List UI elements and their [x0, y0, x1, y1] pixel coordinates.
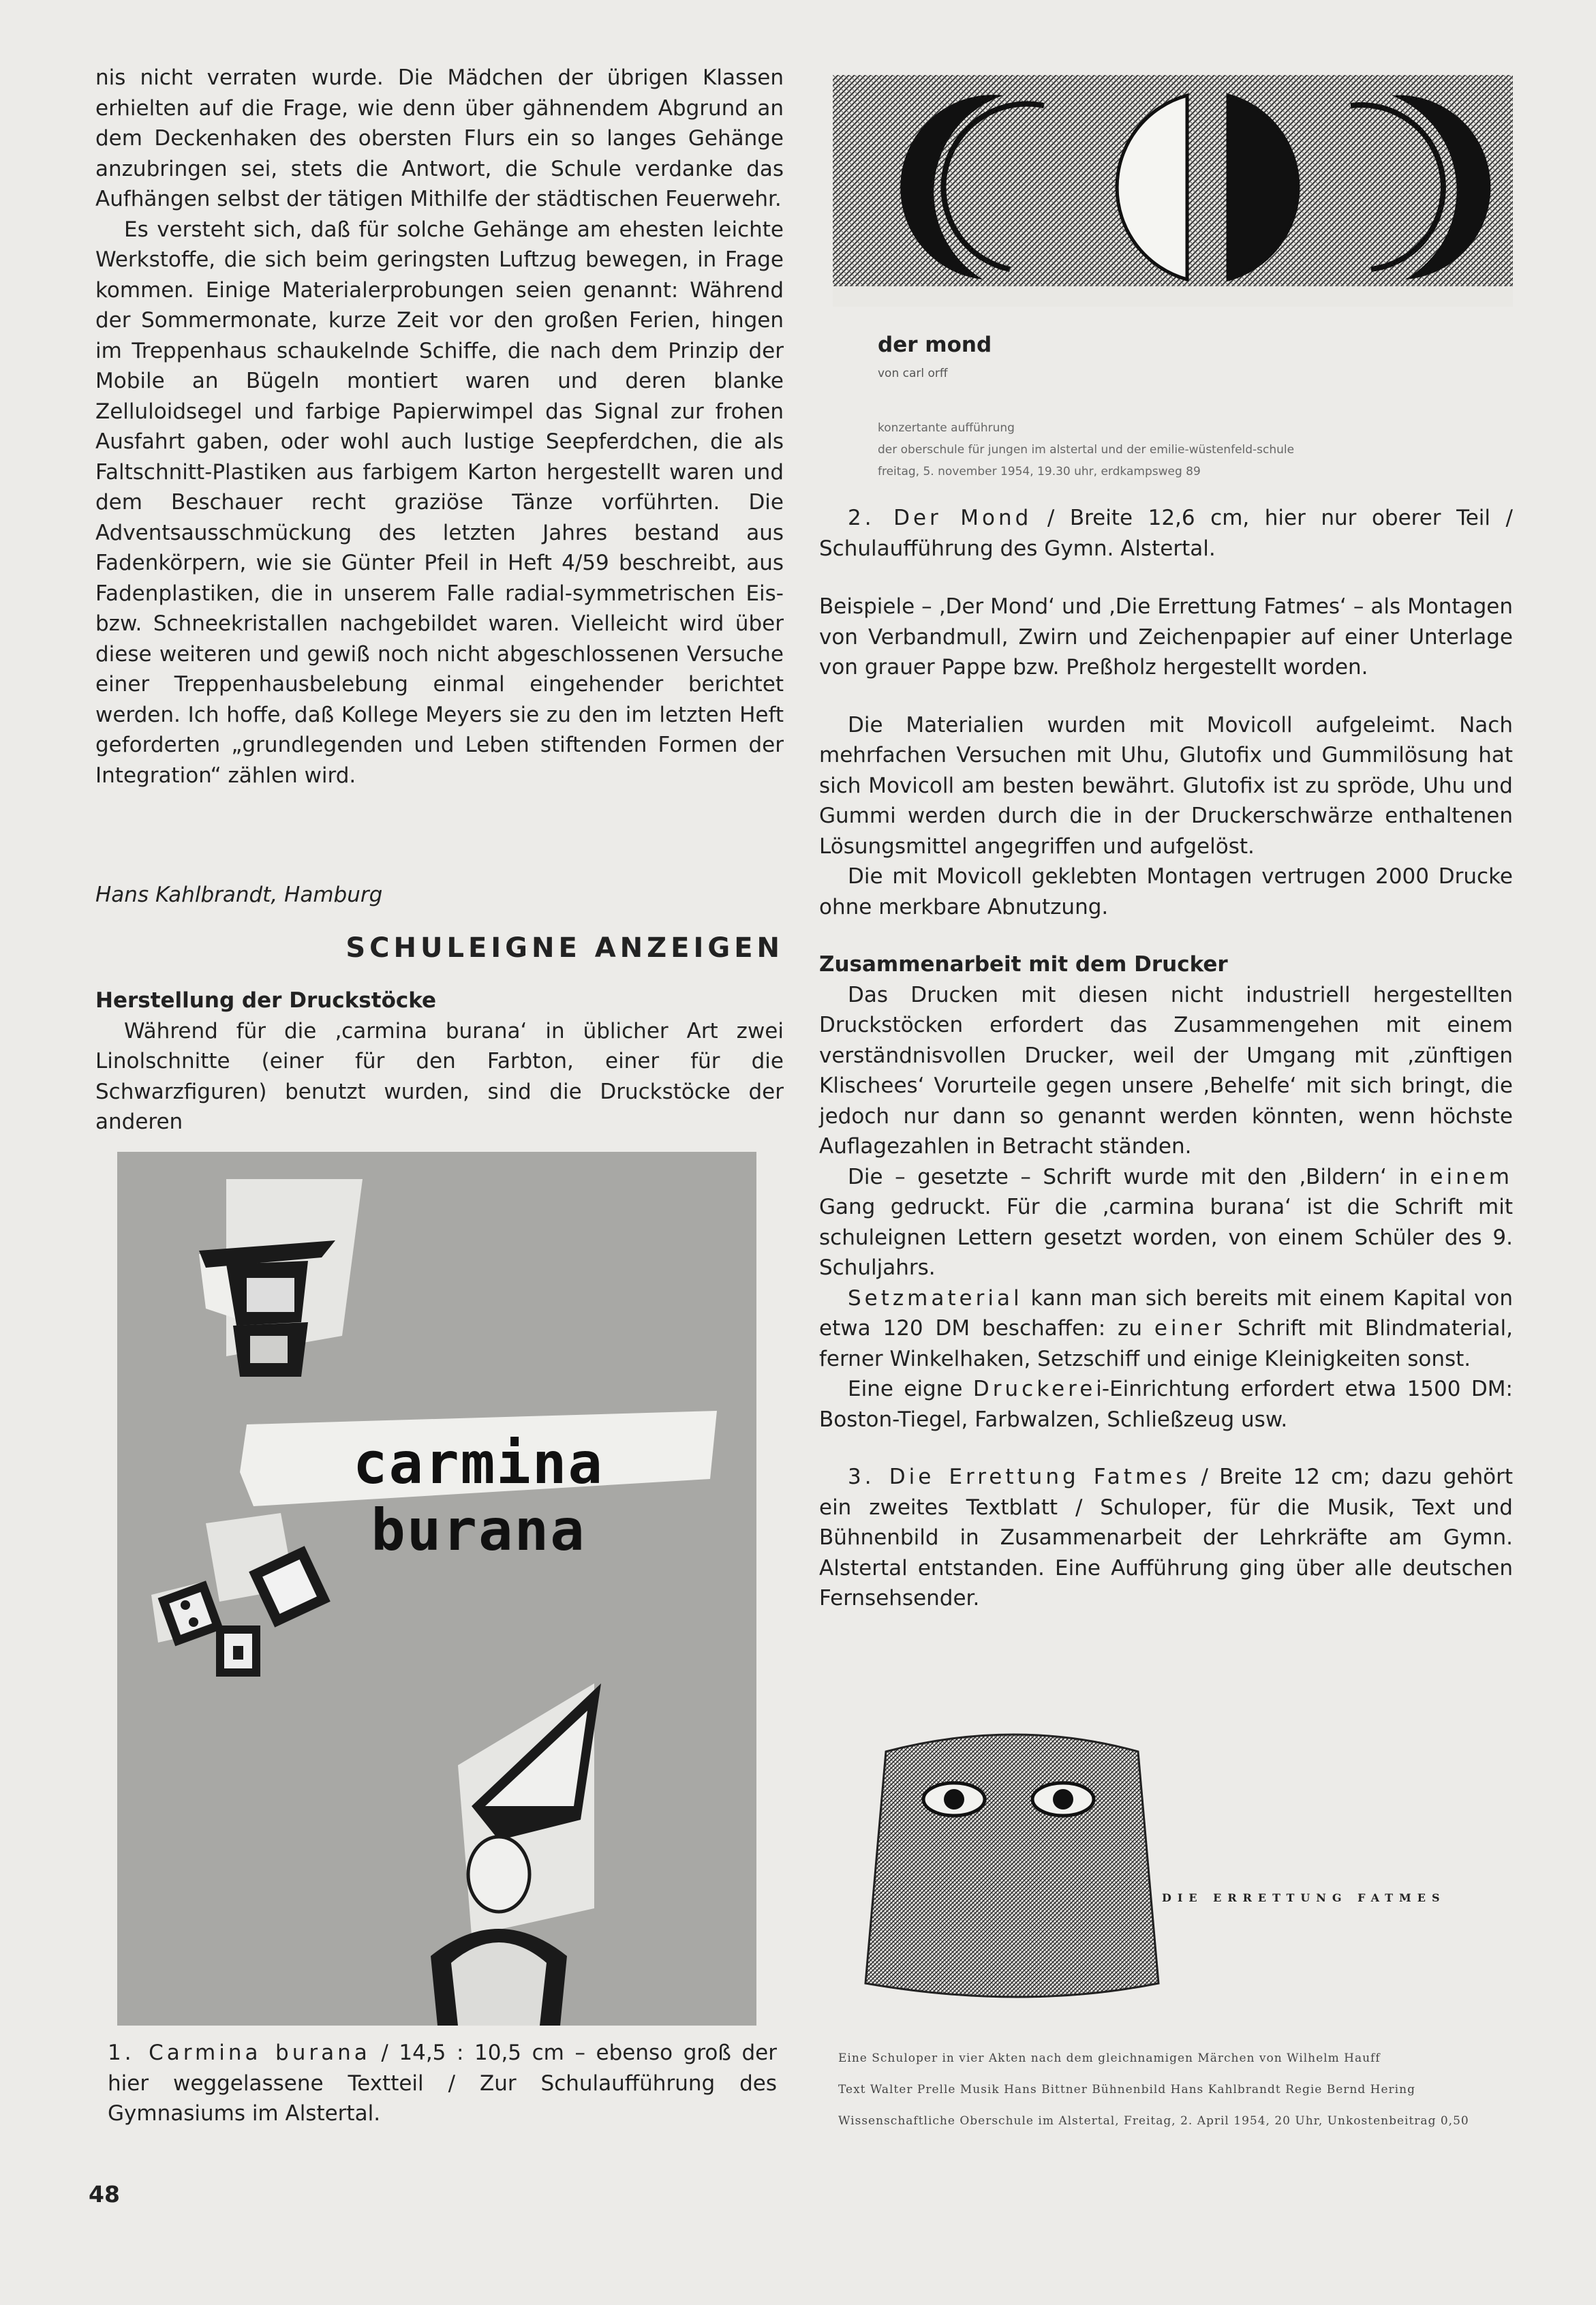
paragraph-drucken: Das Drucken mit diesen nicht industriell hergestellten Druckstöcken erfordert das Zusammengehen mit einem verständnisvollen Drucker, weil der Umgang mit ‚zünftigen Klischees‘ Vorurteile gegen unsere ‚Behelfe‘ mit sich bringt, die jedoch nur dann so genannt werden könnten, wenn höchste Auflagezahlen in Betracht ständen. — [819, 982, 1513, 1159]
paragraph-materials: Es versteht sich, daß für solche Gehänge am ehesten leichte Werkstoffe, die sich beim geringsten Luftzug bewegen, in Frage kommen. Einige Materialerprobungen seien genannt: Während der Sommermonate, kurze Zeit vor den großen Ferien, hingen im Treppenhaus schaukelnde Schiffe, die nach dem Prinzip der Mobile an Bügeln montiert waren und deren blanke Zelluloidsegel und farbige Papierwimpel das Signal zur frohen Ausfahrt gaben, oder wohl auch lustige Seepferdchen, die als Faltschnitt-Plastiken aus farbigem Karton hergestellt waren und dem Beschauer recht graziöse Tänze vorführten. Die Adventsausschmückung des letzten Jahres bestand aus Fadenkörpern, wie sie Günter Pfeil in Heft 4/59 beschreibt, aus Fadenplastiken, die in unserem Falle radial-symmetrischen Eis- bzw. Schneekristallen nachgebildet waren. Vielleicht wird über diese weiteren und gewiß noch nicht abgeschlossenen Versuche einer Treppenhausbelebung einmal eingehender berichtet werden. Ich hoffe, daß Kollege Meyers sie zu den im letzten Heft geforderten „grundlegenden und Leben stiftenden Formen der Integration“ zählen wird. — [95, 217, 784, 788]
fatmes-poster-line-1: Eine Schuloper in vier Akten nach dem gleichnamigen Märchen von Wilhelm Hauff — [838, 2051, 1381, 2065]
subheading-druckstoecke: Herstellung der Druckstöcke — [95, 988, 437, 1013]
carmina-burana-poster-art — [117, 1152, 756, 2026]
caption-figure-3: 3. Die Errettung Fatmes / Breite 12 cm; dazu gehört ein zweites Textblatt / Schuloper, für die Musik, Text und Bühnenbild in Zusammenarbeit der Lehrkräfte am Gymn. Alstertal entstanden. Eine Aufführung ging über alle deutschen Fernsehsender. — [819, 1465, 1513, 1611]
left-column-text — [95, 63, 784, 791]
paragraph-setzmaterial: Setzmaterial kann man sich bereits mit einem Kapital von etwa 120 DM beschaffen: zu einer Schrift mit Blindmaterial, ferner Winkelhaken, Setzschiff und einige Kleinigkeiten sonst. — [819, 1285, 1513, 1371]
author-signature: Hans Kahlbrandt, Hamburg — [95, 883, 383, 907]
right-column-text — [819, 592, 1513, 1614]
moon-phases-art — [833, 75, 1513, 307]
paragraph-schrift: Die – gesetzte – Schrift wurde mit den ‚Bildern‘ in einem Gang gedruckt. Für die ‚carmina burana‘ ist die Schrift mit schuleignen Lettern gesetzt worden, von einem Schüler des 9. Schuljahrs. — [819, 1164, 1513, 1280]
subheading-drucker: Zusammenarbeit mit dem Drucker — [819, 952, 1228, 977]
poster-title-carmina-burana: carmina burana — [352, 1430, 604, 1563]
caption-figure-2: 2. Der Mond / Breite 12,6 cm, hier nur oberer Teil / Schulaufführung des Gymn. Alstertal. — [819, 506, 1513, 561]
mond-poster-subtitle: von carl orff — [878, 367, 948, 380]
mond-poster-title: der mond — [878, 333, 992, 357]
figure-errettung-fatmes — [838, 1711, 1506, 2147]
fatmes-poster-line-2: Text Walter Prelle Musik Hans Bittner Bühnenbild Hans Kahlbrandt Regie Bernd Hering — [838, 2083, 1415, 2096]
paragraph-druckerei: Eine eigne Druckerei-Einrichtung erfordert etwa 1500 DM: Boston-Tiegel, Farbwalzen, Schließzeug usw. — [819, 1377, 1513, 1432]
figure-carmina-burana — [117, 1152, 756, 2026]
section-title: SCHULEIGNE ANZEIGEN — [346, 932, 784, 964]
paragraph-drucke: Die mit Movicoll geklebten Montagen vertrugen 2000 Drucke ohne merkbare Abnutzung. — [819, 864, 1513, 919]
paragraph-beispiele: Beispiele – ‚Der Mond‘ und ‚Die Errettung Fatmes‘ – als Montagen von Verbandmull, Zwirn und Zeichenpapier auf einer Unterlage von grauer Pappe bzw. Preßholz hergestellt worden. — [819, 594, 1513, 680]
page-number: 48 — [89, 2181, 120, 2208]
left-column-section — [95, 986, 784, 1138]
fatmes-poster-title: DIE ERRETTUNG FATMES — [1162, 1891, 1446, 1904]
mond-poster-info: konzertante aufführung der oberschule für jungen im alstertal und der emilie-wüstenfeld-schule freitag, 5. november 1954, 19.30 uhr, erdkampsweg 89 — [878, 421, 1295, 478]
figure-der-mond — [833, 75, 1513, 307]
fatme-veil-art — [838, 1711, 1506, 2051]
paragraph-materialien: Die Materialien wurden mit Movicoll aufgeleimt. Nach mehrfachen Versuchen mit Uhu, Glutofix und Gummilösung hat sich Movicoll am besten bewährt. Glutofix ist zu spröde, Uhu und Gummi werden durch die in der Druckerschwärze enthaltenen Lösungsmittel angegriffen und aufgelöst. — [819, 712, 1513, 859]
paragraph-druckstoecke: Während für die ‚carmina burana‘ in üblicher Art zwei Linolschnitte (einer für den Farbton, einer für die Schwarzfiguren) benutzt wurden, sind die Druckstöcke der anderen — [95, 1018, 784, 1134]
fatmes-poster-line-3: Wissenschaftliche Oberschule im Alstertal, Freitag, 2. April 1954, 20 Uhr, Unkostenbeitrag 0,50 — [838, 2114, 1469, 2128]
paragraph-mobile-intro: nis nicht verraten wurde. Die Mädchen der übrigen Klassen erhielten auf die Frage, wie denn über gähnendem Abgrund an dem Deckenhaken des obersten Flurs ein so langes Gehänge anzubringen sei, stets die Antwort, die Schule verdanke das Aufhängen selbst der tätigen Mithilfe der städtischen Feuerwehr. — [95, 65, 784, 211]
caption-figure-1: 1. Carmina burana / 14,5 : 10,5 cm – ebenso groß der hier weggelassene Textteil / Zur Schulaufführung des Gymnasiums im Alstertal. — [108, 2041, 778, 2126]
